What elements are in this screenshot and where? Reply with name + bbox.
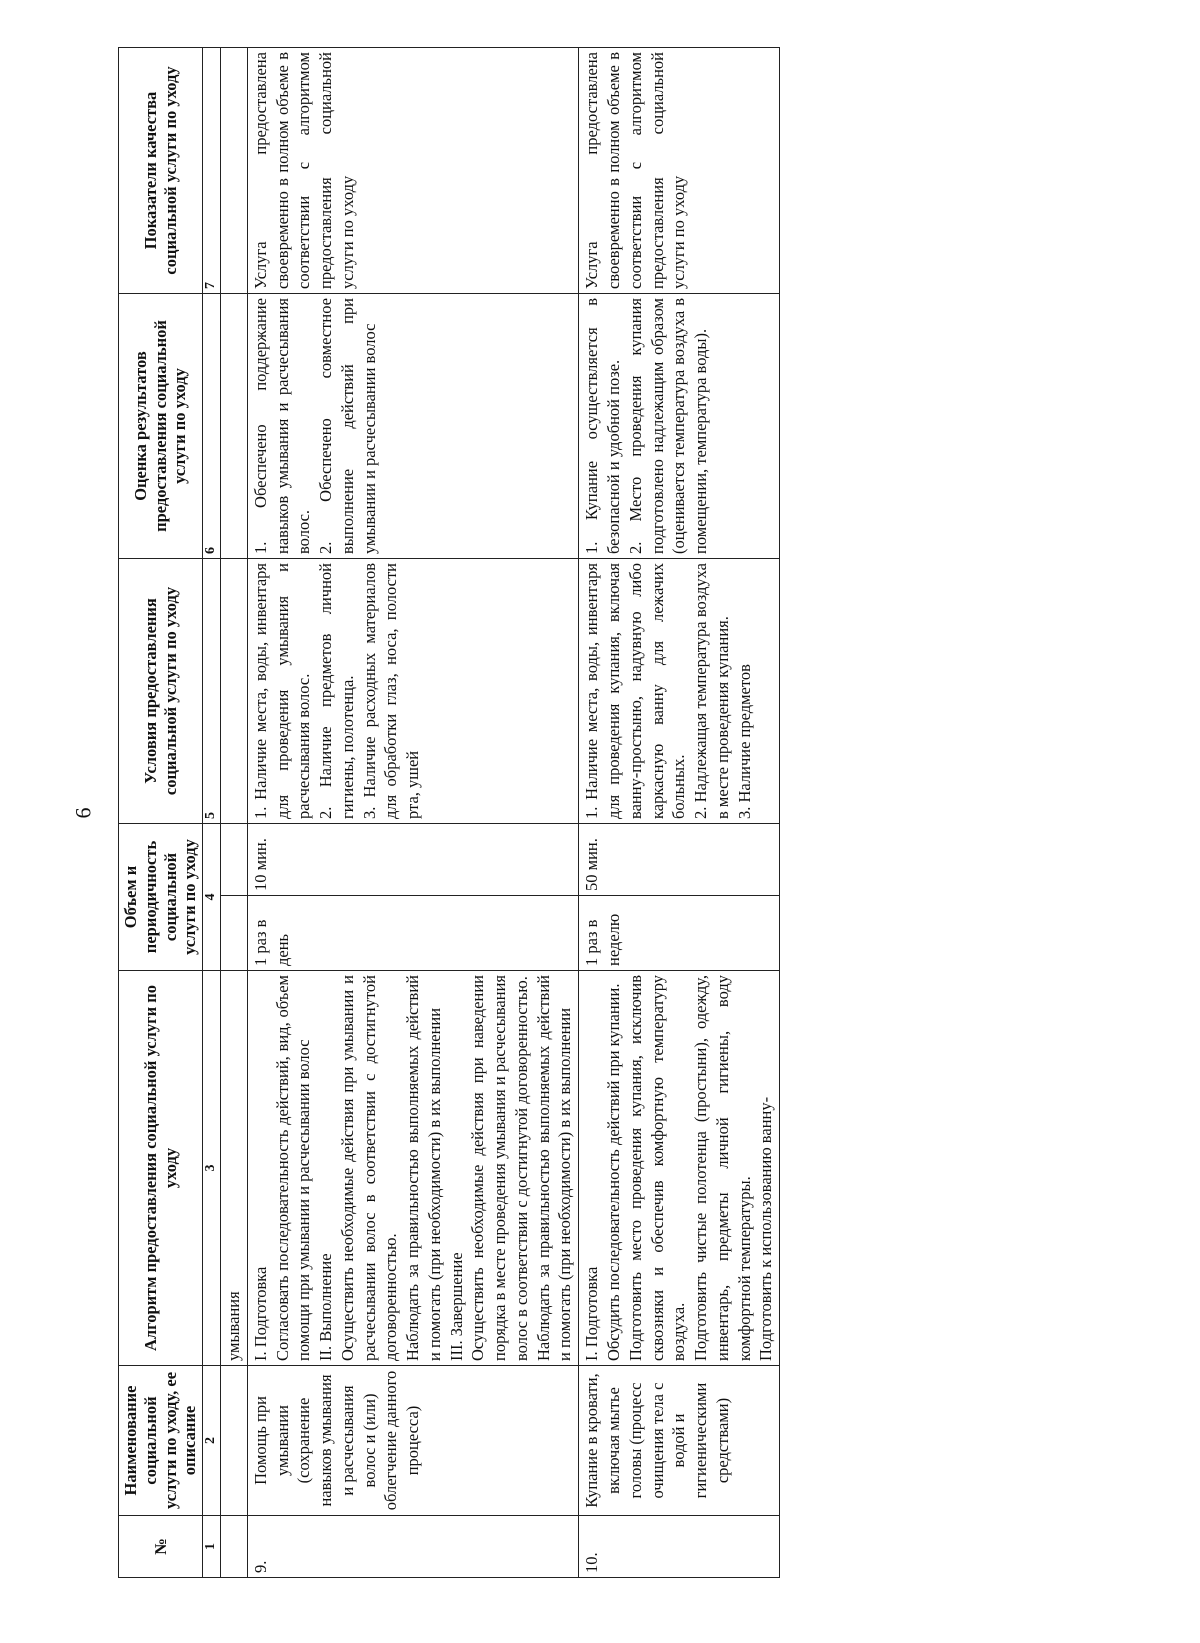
assessment-line: 2. Место проведения купания подготовлено надлежащим образом (оценивается температура воздуха в помещении, температура воды).	[625, 298, 711, 554]
header-col5: Условия предоставления социальной услуги по уходу	[119, 559, 203, 824]
header-col7: Показатели качества социальной услуги по уходу	[119, 48, 203, 294]
cell-empty	[220, 294, 247, 559]
algorithm-line: Осуществить необходимые действия при наведении порядка в месте проведения умывания и расчесывания волос в соответствии с достигнутой договоренностью.	[468, 975, 531, 1361]
rotated-table-container	[118, 48, 1198, 1578]
continuation-text: умывания	[220, 971, 247, 1366]
cell-empty	[220, 48, 247, 294]
cell-empty	[220, 1366, 247, 1516]
condition-line: 3. Наличие расходных материалов для обработки глаз, носа, полости рта, ушей	[359, 563, 423, 819]
algorithm-line: II. Выполнение	[316, 1253, 336, 1361]
header-col2: Наименование социальной услуги по уходу, ее описание	[119, 1366, 203, 1516]
frequency: 1 раз в день	[247, 896, 578, 971]
quality-indicators: Услуга предоставлена своевременно в полном объеме в соответствии с алгоритмом предоставления социальной услуги по уходу	[247, 48, 578, 294]
algorithm-line: Обсудить последовательность действий при купании.	[604, 983, 623, 1361]
header-col3: Алгоритм предоставления социальной услуги по уходу	[119, 971, 203, 1366]
row-number: 9.	[247, 1516, 578, 1578]
cell-empty	[220, 896, 247, 971]
algorithm-line: Подготовить к использованию ванну-	[756, 1096, 776, 1361]
row-number: 10.	[579, 1516, 780, 1578]
column-number: 4	[203, 824, 221, 971]
condition-line: 1. Наличие места, воды, инвентаря для проведения умывания и расчесывания волос.	[250, 563, 314, 819]
continuation-row	[220, 48, 247, 1578]
algorithm-line: Наблюдать за правильностью выполняемых действий и помогать (при необходимости) в их выполнении	[533, 975, 575, 1361]
column-number: 6	[203, 294, 221, 559]
header-col1: №	[119, 1516, 203, 1578]
conditions-cell	[579, 559, 780, 824]
quality-indicators: Услуга предоставлена своевременно в полном объеме в соответствии с алгоритмом предоставления социальной услуги по уходу	[579, 48, 780, 294]
column-number: 5	[203, 559, 221, 824]
algorithm-line: I. Подготовка	[582, 1266, 602, 1361]
header-row	[119, 48, 203, 1578]
algorithm-line: Наблюдать за правильностью выполняемых действий и помогать (при необходимости) в их выполнении	[403, 975, 444, 1361]
duration: 50 мин.	[579, 824, 780, 896]
services-table	[118, 47, 780, 1578]
condition-line: 1. Наличие места, воды, инвентаря для проведения купания, включая ванну-простыню, надувную либо каркасную ванну для лежачих больных.	[582, 563, 689, 819]
page-number: 6	[70, 807, 96, 819]
assessment-line: 1. Обеспечено поддержание навыков умывания и расчесывания волос.	[250, 298, 314, 554]
algorithm-line: III. Завершение	[446, 1252, 466, 1361]
algorithm-line: Согласовать последовательность действий, вид, объем помощи при умывании и расчесывании волос	[272, 975, 314, 1361]
condition-line: 3. Наличие предметов	[734, 664, 754, 819]
frequency: 1 раз в неделю	[579, 896, 780, 971]
header-col4: Объем и периодичность социальной услуги по уходу	[119, 824, 203, 971]
conditions-cell	[247, 559, 578, 824]
column-number: 1	[203, 1516, 221, 1578]
assessment-cell	[247, 294, 578, 559]
header-col6: Оценка результатов предоставления социальной услуги по уходу	[119, 294, 203, 559]
column-number-row	[203, 48, 221, 1578]
algorithm-line: I. Подготовка	[250, 1266, 270, 1361]
algorithm-cell	[579, 971, 780, 1366]
column-number: 7	[203, 48, 221, 294]
algorithm-cell	[247, 971, 578, 1366]
service-name: Купание в кровати, включая мытье головы (процесс очищения тела с водой и гигиеническими средствами)	[579, 1366, 780, 1516]
service-name: Помощь при умывании (сохранение навыков умывания и расчесывания волос и (или) облегчение данного процесса)	[247, 1366, 578, 1516]
condition-line: 2. Надлежащая температура воздуха в месте проведения купания.	[691, 563, 732, 819]
table-row	[579, 48, 780, 1578]
table-row	[247, 48, 578, 1578]
cell-empty	[220, 824, 247, 896]
duration: 10 мин.	[247, 824, 578, 896]
column-number: 3	[203, 971, 221, 1366]
algorithm-line: Подготовить чистые полотенца (простыни), одежду, инвентарь, предметы личной гигиены, воду комфортной температуры.	[691, 975, 754, 1361]
assessment-line: 1. Купание осуществляется в безопасной и удобной позе.	[582, 298, 623, 554]
condition-line: 2. Наличие предметов личной гигиены, полотенца.	[316, 563, 357, 819]
algorithm-line: Осуществить необходимые действия при умывании и расчесывании волос в соответствии с достигнутой договоренностью.	[337, 975, 401, 1361]
column-number: 2	[203, 1366, 221, 1516]
cell-empty	[220, 559, 247, 824]
assessment-line: 2. Обеспечено совместное выполнение действий при умывании и расчесывании волос	[316, 298, 379, 554]
algorithm-line: Подготовить место проведения купания, исключив сквозняки и обеспечив комфортную температуру воздуха.	[625, 975, 689, 1361]
cell-empty	[220, 1516, 247, 1578]
assessment-cell	[579, 294, 780, 559]
